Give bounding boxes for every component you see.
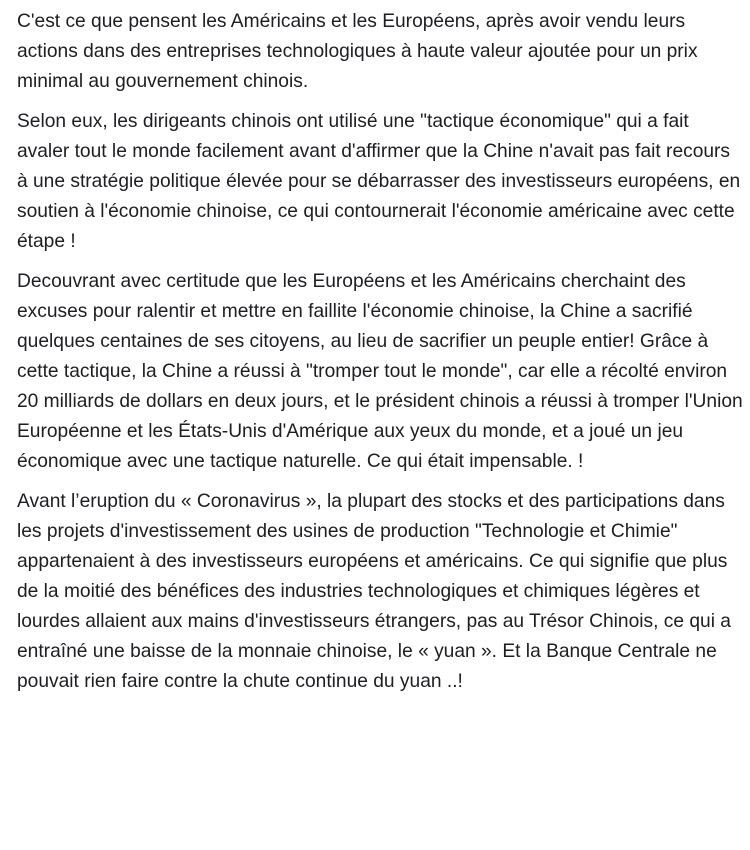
post-paragraph-1: C'est ce que pensent les Américains et les Européens, après avoir vendu leurs actions dans des entreprises technologiques à haute valeur ajoutée pour un prix minimal au gouvernement chinois. [17,11,698,92]
post-paragraph-3: Decouvrant avec certitude que les Européens et les Américains cherchaint des excuses pour ralentir et mettre en faillite l'économie chinoise, la Chine a sacrifié quelques centaines de ses citoyens, au lieu de sacrifier un peuple entier! Grâce à cette tactique, la Chine a réussi à "tromper tout le monde", car elle a récolté environ 20 milliards de dollars en deux jours, et le président chinois a réussi à tromper l'Union Européenne et les États-Unis d'Amérique aux yeux du monde, et a joué un jeu économique avec une tactique naturelle. Ce qui était impensable. ! [17,271,743,472]
post-body [17,7,745,697]
post-paragraph-2: Selon eux, les dirigeants chinois ont utilisé une "tactique économique" qui a fait avaler tout le monde facilement avant d'affirmer que la Chine n'avait pas fait recours à une stratégie politique élevée pour se débarrasser des investisseurs européens, en soutien à l'économie chinoise, ce qui contournerait l'économie américaine avec cette étape ! [17,111,741,252]
post-paragraph-4: Avant l’eruption du « Coronavirus », la plupart des stocks et des participations dans les projets d'investissement des usines de production "Technologie et Chimie" appartenaient à des investisseurs européens et américains. Ce qui signifie que plus de la moitié des bénéfices des industries technologiques et chimiques légères et lourdes allaient aux mains d'investisseurs étrangers, pas au Trésor Chinois, ce qui a entraîné une baisse de la monnaie chinoise, le « yuan ». Et la Banque Centrale ne pouvait rien faire contre la chute continue du yuan ..! [17,491,731,692]
